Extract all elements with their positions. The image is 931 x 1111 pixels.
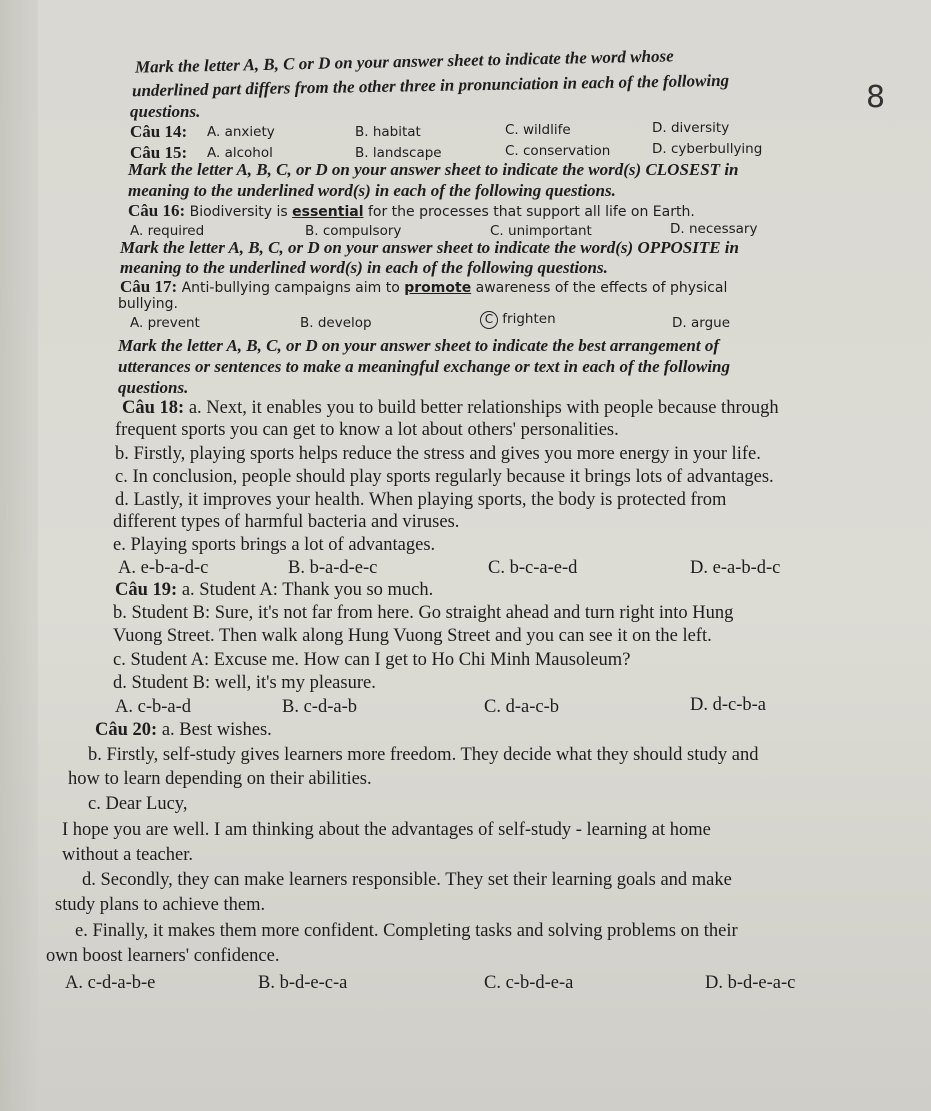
- instruction-line: meaning to the underlined word(s) in each of the following questions.: [128, 181, 616, 200]
- passage-line: d. Lastly, it improves your health. When playing sports, the body is protected from: [115, 490, 727, 510]
- passage-line: I hope you are well. I am thinking about the advantages of self-study - learning at home: [62, 820, 711, 840]
- option-b: B. b-d-e-c-a: [258, 973, 348, 993]
- passage-line: b. Firstly, playing sports helps reduce the stress and gives you more energy in your life.: [115, 444, 761, 464]
- question-label: Câu 14:: [130, 122, 188, 141]
- option-c: C. b-c-a-e-d: [488, 558, 578, 578]
- question-label: Câu 19:: [115, 580, 178, 600]
- instruction-line: questions.: [130, 102, 201, 121]
- option-a: A. anxiety: [207, 124, 275, 140]
- stem-text: Biodiversity is: [185, 204, 293, 220]
- option-d: D. d-c-b-a: [690, 695, 767, 715]
- line-text: a. Student A: Thank you so much.: [177, 580, 434, 600]
- stem-text: awareness of the effects of physical: [471, 280, 728, 296]
- underlined-word: essential: [292, 204, 364, 220]
- handwritten-mark: 8: [866, 80, 886, 115]
- option-d: D. b-d-e-a-c: [705, 973, 796, 993]
- passage-line: study plans to achieve them.: [55, 895, 266, 915]
- passage-line: c. Student A: Excuse me. How can I get to Ho Chi Minh Mausoleum?: [113, 650, 631, 670]
- option-b: B. develop: [300, 315, 372, 331]
- instruction-line: utterances or sentences to make a meaningful exchange or text in each of the following: [118, 357, 730, 376]
- option-d: D. diversity: [652, 120, 730, 136]
- passage-line: how to learn depending on their abilities.: [68, 769, 372, 789]
- passage-line: d. Secondly, they can make learners responsible. They set their learning goals and make: [82, 870, 732, 890]
- option-b: B. habitat: [355, 124, 421, 140]
- option-a: A. e-b-a-d-c: [118, 558, 209, 578]
- question-label: Câu 20:: [95, 720, 158, 740]
- option-a: A. required: [130, 223, 205, 239]
- option-a: A. alcohol: [207, 145, 273, 161]
- option-text: frighten: [498, 311, 556, 327]
- question-label: Câu 17:: [120, 277, 178, 296]
- answer-circle: C: [480, 311, 498, 329]
- passage-line: c. In conclusion, people should play sports regularly because it brings lots of advantages.: [115, 467, 774, 487]
- option-b: B. b-a-d-e-c: [288, 558, 378, 578]
- option-d: D. necessary: [670, 221, 758, 237]
- passage-line: Vuong Street. Then walk along Hung Vuong Street and you can see it on the left.: [113, 626, 712, 646]
- passage-line: d. Student B: well, it's my pleasure.: [113, 673, 376, 693]
- question-label: Câu 15:: [130, 143, 188, 162]
- question-16-stem: [128, 201, 695, 221]
- passage-line: b. Student B: Sure, it's not far from here. Go straight ahead and turn right into Hung: [113, 603, 734, 623]
- option-c: C. wildlife: [505, 122, 571, 138]
- option-d: D. argue: [672, 315, 730, 331]
- passage-line: different types of harmful bacteria and viruses.: [113, 512, 460, 532]
- option-c: C. d-a-c-b: [484, 697, 559, 717]
- question-17-stem: [120, 277, 727, 297]
- stem-text: Anti-bullying campaigns aim to: [177, 280, 405, 296]
- option-d: D. cyberbullying: [652, 141, 763, 157]
- instruction-line: Mark the letter A, B, C, or D on your answer sheet to indicate the word(s) CLOSEST in: [128, 160, 739, 179]
- line-text: a. Best wishes.: [157, 720, 272, 740]
- passage-line: own boost learners' confidence.: [46, 946, 280, 966]
- instruction-line: Mark the letter A, B, C, or D on your answer sheet to indicate the best arrangement of: [118, 336, 720, 355]
- option-a: A. prevent: [130, 315, 200, 331]
- option-a: A. c-b-a-d: [115, 697, 192, 717]
- option-c: C. c-b-d-e-a: [484, 973, 574, 993]
- instruction-line: questions.: [118, 378, 189, 397]
- question-label: Câu 18:: [122, 398, 185, 418]
- passage-line: b. Firstly, self-study gives learners more freedom. They decide what they should study and: [88, 745, 759, 765]
- option-d: D. e-a-b-d-c: [690, 558, 781, 578]
- line-text: a. Next, it enables you to build better relationships with people because through: [184, 398, 779, 418]
- option-c: C. conservation: [505, 143, 611, 159]
- instruction-line: meaning to the underlined word(s) in each of the following questions.: [120, 258, 608, 277]
- page-shadow-edge: [0, 0, 38, 1111]
- passage-line: [115, 580, 433, 601]
- passage-line: without a teacher.: [62, 845, 193, 865]
- question-label: Câu 16:: [128, 201, 186, 220]
- instruction-line: Mark the letter A, B, C or D on your answer sheet to indicate the word whose: [134, 46, 674, 77]
- stem-text: for the processes that support all life on Earth.: [363, 204, 695, 220]
- underlined-word: promote: [404, 280, 472, 296]
- option-b: B. landscape: [355, 145, 442, 161]
- option-b: B. c-d-a-b: [282, 697, 357, 717]
- passage-line: c. Dear Lucy,: [88, 794, 188, 814]
- passage-line: e. Playing sports brings a lot of advantages.: [113, 535, 436, 555]
- option-b: B. compulsory: [305, 223, 402, 239]
- passage-line: [122, 398, 779, 419]
- passage-line: [95, 720, 272, 741]
- instruction-line: Mark the letter A, B, C, or D on your answer sheet to indicate the word(s) OPPOSITE in: [120, 238, 739, 257]
- passage-line: e. Finally, it makes them more confident. Completing tasks and solving problems on their: [75, 921, 738, 941]
- question-17-stem-cont: bullying.: [118, 296, 178, 312]
- option-a: A. c-d-a-b-e: [65, 973, 156, 993]
- passage-line: frequent sports you can get to know a lot about others' personalities.: [115, 420, 619, 440]
- option-c: C. unimportant: [490, 223, 592, 239]
- option-c-selected: [480, 311, 556, 329]
- instruction-line: underlined part differs from the other three in pronunciation in each of the following: [131, 70, 730, 101]
